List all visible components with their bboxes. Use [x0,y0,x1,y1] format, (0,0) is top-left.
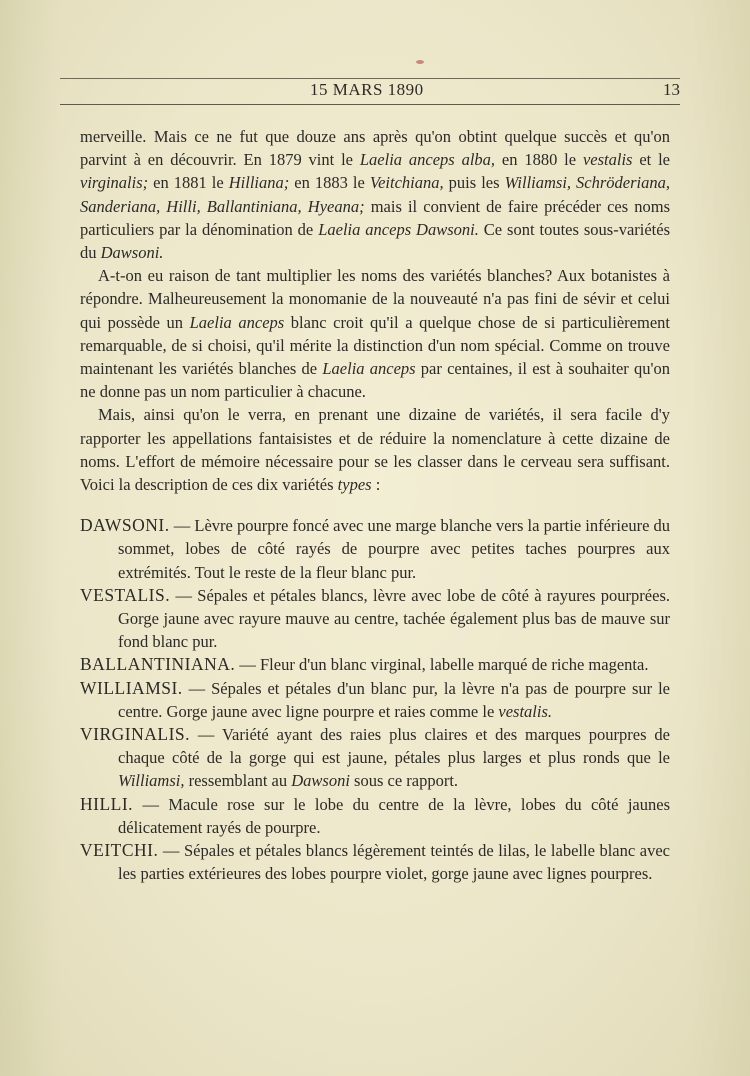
italic-run: Dawsoni. [100,243,164,263]
variety-name: VEITCHI. [80,840,159,861]
header-rule-top [60,78,680,79]
paragraph-3 [80,403,670,496]
variety-name: VIRGINALIS. [80,724,191,745]
italic-run: vestalis. [498,701,553,721]
variety-name: DAWSONI. [80,515,170,536]
italic-run: types [337,475,372,495]
text-run: A-t-on eu raison de tant multiplier les noms des variétés blanches? Aux botanistes à répondre. Malheureusement la monomanie de la nouveauté n'a pas fini de sévir et celui qui possède un [80,266,670,332]
variety-description: — Sépales et pétales blancs, lèvre avec lobe de côté à rayures pourprées. Gorge jaune avec rayure mauve au centre, tachée également plus bas de mauve sur fond blanc pur. [118,585,670,652]
variety-entry-hilli [80,793,670,839]
variety-entry-dawsoni [80,514,670,584]
italic-run: Williamsi, [118,771,185,791]
italic-run: Williamsi, Schröderiana, Sanderiana, Hilli, Ballantiniana, Hyeana; [80,173,671,216]
text-run: puis les [443,173,505,193]
variety-description: — Macule rose sur le lobe du centre de la lèvre, lobes du côté jaunes délicatement rayés de pourpre. [118,794,670,837]
variety-name: BALLANTINIANA. [80,654,236,675]
variety-entry-ballantiniana [80,653,670,676]
variety-entry-veitchi [80,839,670,885]
text-run: en 1883 le [289,173,370,193]
paragraph-1 [80,125,670,264]
variety-entry-vestalis [80,584,670,654]
variety-entry-virginalis [80,723,670,793]
italic-run: Veitchiana, [369,173,444,193]
text-run: ressemblant au [184,771,292,791]
variety-name: VESTALIS. [80,584,171,605]
variety-entry-williamsi [80,677,670,723]
italic-run: virginalis; [80,173,149,193]
variety-name: WILLIAMSI. [80,677,183,698]
variety-description: — Sépales et pétales blancs légèrement teintés de lilas, le labelle blanc avec les parties extérieures des lobes pourpre violet, gorge jaune avec lignes pourpres. [118,841,670,884]
text-run: blanc croit qu'il a quelque chose de si particulièrement remarquable, de si choisi, qu'il mérite la distinction d'un nom spécial. Comme on trouve maintenant les variétés blanches de [80,312,670,379]
variety-name: HILLI. [80,793,134,814]
text-run: par centaines, il est à souhaiter qu'on ne donne pas un nom particulier à chacune. [80,359,670,402]
paragraph-2 [80,264,670,403]
italic-run: Laelia anceps alba, [359,150,496,170]
running-title: 15 MARS 1890 [310,80,424,99]
variety-description: — Sépales et pétales d'un blanc pur, la lèvre n'a pas de pourpre sur le centre. Gorge jaune avec ligne pourpre et raies comme le [118,678,670,721]
italic-run: vestalis [582,150,633,170]
italic-run: Laelia anceps Dawsoni. [318,219,479,239]
text-run: Ce sont toutes sous-variétés du [80,219,670,263]
text-run: : [371,475,381,495]
page-header [60,70,680,110]
ornament-mark [416,60,424,64]
header-rule-bottom [60,104,680,105]
section-gap [80,496,670,514]
text-run: en 1880 le [495,150,583,170]
italic-run: Dawsoni [291,771,350,791]
body-text [80,125,670,886]
page-number: 13 [663,80,680,99]
text-run: mais il convient de faire précéder ces noms particuliers par la dénomination de [80,196,670,239]
text-run: et le [632,150,670,170]
variety-description: — Lèvre pourpre foncé avec une marge blanche vers la partie inférieure du sommet, lobes de côté rayés de pourpre avec petites taches pourpres aux extrémités. Tout le reste de la fleur blanc pur. [118,516,671,582]
variety-description: — Variété ayant des raies plus claires et des marques pourpres de chaque côté de la gorge qui est jaune, pétales plus larges et plus ronds que le [118,725,670,768]
italic-run: Laelia anceps [189,312,285,332]
text-run: Mais, ainsi qu'on le verra, en prenant une dizaine de variétés, il sera facile d'y rapporter les appellations fantaisistes et de réduire la nomenclature à cette dizaine de noms. L'effort de mémoire nécessaire pour se les classer dans le cerveau sera suffisant. Voici la description de ces dix variétés [80,405,670,495]
italic-run: Laelia anceps [322,359,416,379]
italic-run: Hilliana; [228,173,290,193]
text-run: en 1881 le [148,173,229,193]
text-run: sous ce rapport. [349,771,459,791]
text-run: merveille. Mais ce ne fut que douze ans après qu'on obtint quelque succès et qu'on parvint à en découvrir. En 1879 vint le [80,127,670,170]
variety-description: — Fleur d'un blanc virginal, labelle marqué de riche magenta. [235,655,649,675]
